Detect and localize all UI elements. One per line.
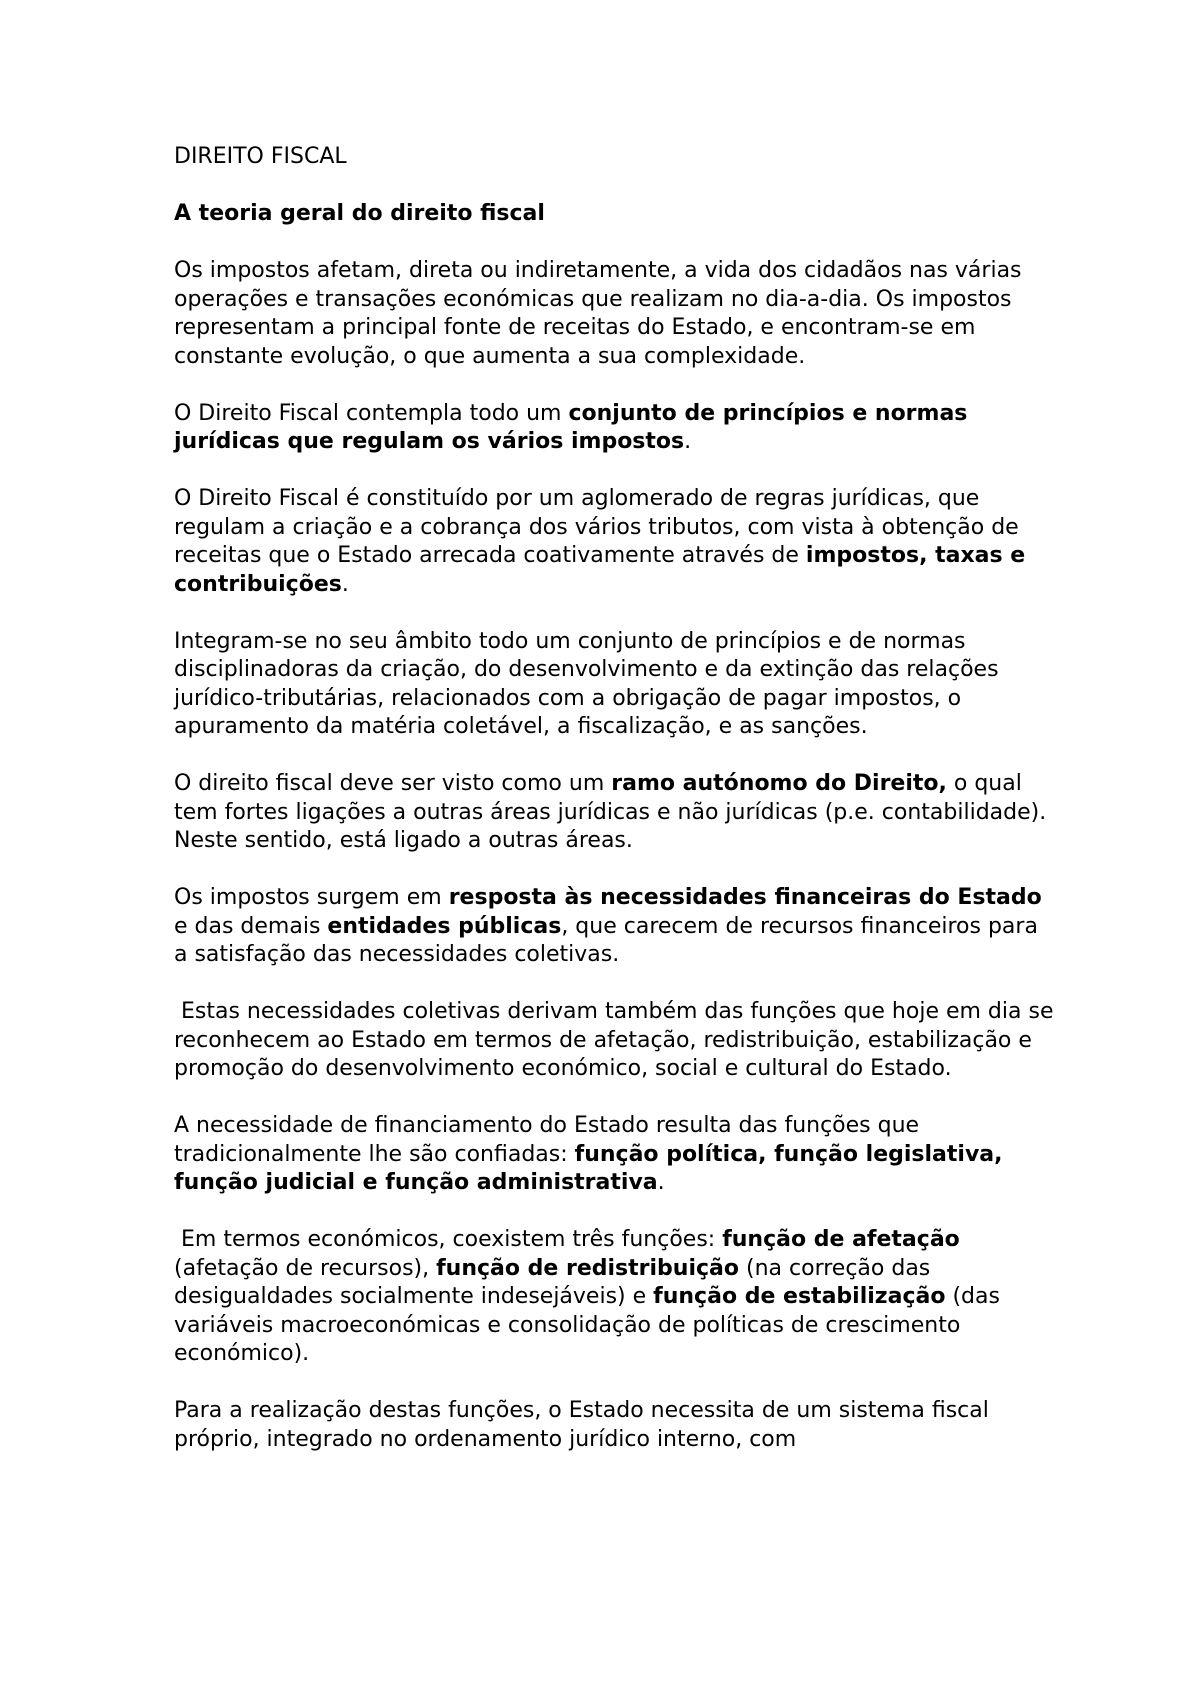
section-heading: A teoria geral do direito fiscal bbox=[174, 201, 545, 226]
document-body bbox=[174, 143, 1061, 1483]
paragraph-4: Integram-se no seu âmbito todo um conjunto de princípios e de normas disciplinadoras da criação, do desenvolvimento e da extinção das relações jurídico-tributárias, relacionados com a obrigação de pagar impostos, o apuramento da matéria coletável, a fiscalização, e as sanções. bbox=[174, 628, 999, 739]
paragraph-10: Para a realização destas funções, o Estado necessita de um sistema fiscal próprio, integrado no ordenamento jurídico interno, com bbox=[174, 1398, 989, 1452]
paragraph-2: O Direito Fiscal contempla todo um conjunto de princípios e normas jurídicas que regulam os vários impostos. bbox=[174, 400, 968, 454]
paragraph-3: O Direito Fiscal é constituído por um aglomerado de regras jurídicas, que regulam a criação e a cobrança dos vários tributos, com vista à obtenção de receitas que o Estado arrecada coativamente através de impostos, taxas e contribuições. bbox=[174, 486, 1026, 597]
paragraph-1: Os impostos afetam, direta ou indiretamente, a vida dos cidadãos nas várias operações e transações económicas que realizam no dia-a-dia. Os impostos representam a principal fonte de receitas do Estado, e encontram-se em constante evolução, o que aumenta a sua complexidade. bbox=[174, 258, 1022, 369]
document-header: DIREITO FISCAL bbox=[174, 144, 347, 169]
paragraph-6: Os impostos surgem em resposta às necessidades financeiras do Estado e das demais entidades públicas, que carecem de recursos financeiros para a satisfação das necessidades coletivas. bbox=[174, 885, 1042, 967]
paragraph-8: A necessidade de financiamento do Estado resulta das funções que tradicionalmente lhe são confiadas: função política, função legislativa, função judicial e função administrativa. bbox=[174, 1113, 1003, 1195]
paragraph-9: Em termos económicos, coexistem três funções: função de afetação (afetação de recursos), função de redistribuição (na correção das desigualdades socialmente indesejáveis) e função de estabilização (das variáveis macroeconómicas e consolidação de políticas de crescimento económico). bbox=[174, 1227, 1007, 1366]
paragraph-5: O direito fiscal deve ser visto como um ramo autónomo do Direito, o qual tem fortes ligações a outras áreas jurídicas e não jurídicas (p.e. contabilidade). Neste sentido, está ligado a outras áreas. bbox=[174, 771, 1047, 853]
paragraph-7: Estas necessidades coletivas derivam também das funções que hoje em dia se reconhecem ao Estado em termos de afetação, redistribuição, estabilização e promoção do desenvolvimento económico, social e cultural do Estado. bbox=[174, 999, 1061, 1081]
